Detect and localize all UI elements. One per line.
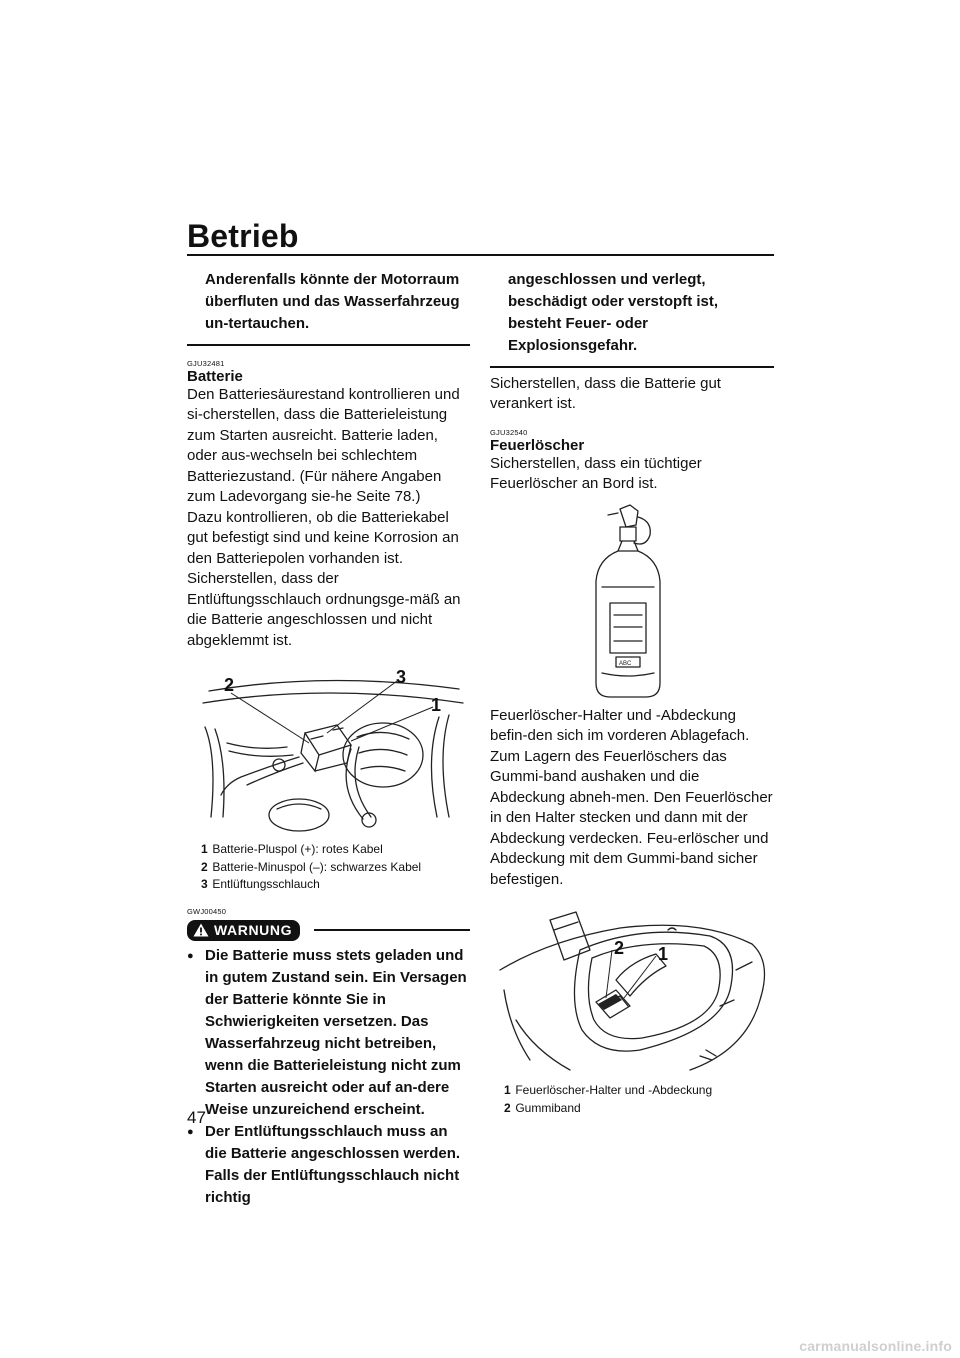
figure-label-1: 1 (658, 944, 669, 964)
legend-item: 1 Batterie-Pluspol (+): rotes Kabel (201, 842, 383, 856)
right-column (490, 269, 774, 1117)
warning-code: GWJ00450 (187, 906, 227, 916)
battery-paragraph-2: Dazu kontrollieren, ob die Batteriekabel gut befestigt sind und keine Korrosion an den Batteriepolen vorhanden ist. Sicherstellen, dass der Entlüftungsschlauch ordnungsge-mäß an die Batterie angeschlossen und nicht abgeklemmt ist. (187, 508, 461, 649)
warning-item: ● Die Batterie muss stets geladen und in gutem Zustand sein. Ein Versagen der Batterie könnte Sie in Schwierigkeiten versetzen. Das Wasserfahrzeug nicht betreiben, wenn die Batterieleistung nicht zum Starten ausreicht oder auf an-dere Weise unzureichend erscheint. (187, 945, 470, 1121)
warning-label: WARNUNG (214, 921, 293, 938)
page-number: 47 (187, 1108, 206, 1127)
extinguisher-paragraph-3: Zum Lagern des Feuerlöschers das Gummi-band aushaken und die Abdeckung abneh-men. Den Feuerlöscher in den Halter stecken und dann mit der Abdeckung verdecken. Feu-erlöscher und Abdeckung mit dem Gummi-band sicher befestigen. (490, 747, 773, 888)
warning-continuation-text: Anderenfalls könnte der Motorraum überfluten und das Wasserfahrzeug un-tertauchen. (205, 271, 460, 332)
legend-item: 2 Batterie-Minuspol (–): schwarzes Kabel (201, 859, 422, 874)
extinguisher-paragraph-2: Feuerlöscher-Halter und -Abdeckung befin-den sich im vorderen Ablagefach. (490, 706, 750, 744)
legend-item: 1 Feuerlöscher-Halter und -Abdeckung (504, 1083, 713, 1097)
figure-label-3: 3 (396, 667, 407, 687)
title-rule (187, 254, 774, 256)
extinguisher-holder-illustration (490, 910, 774, 1078)
section-code: GJU32481 (187, 358, 225, 368)
battery-paragraph-1: Den Batteriesäurestand kontrollieren und si-cherstellen, dass die Batterieleistung zum Starten ausreicht. Batterie laden, oder aus-wechseln bei schlechtem Batteriezustand. (Für nähere Angaben zum Ladevorgang sie-he Seite 78.) (187, 385, 460, 505)
legend-item: 2 Gummiband (504, 1100, 581, 1115)
warning-end-rule (187, 344, 470, 346)
page-title: Betrieb (187, 218, 299, 254)
battery-legend (187, 841, 470, 894)
warning-badge (187, 920, 300, 941)
fire-extinguisher-illustration (490, 503, 774, 698)
battery-secure-text: Sicherstellen, dass die Batterie gut verankert ist. (490, 374, 721, 412)
warning-continuation-text: angeschlossen und verlegt, beschädigt oder verstopft ist, besteht Feuer- oder Explosionsgefahr. (508, 271, 719, 354)
warning-end-rule (490, 366, 774, 368)
extinguisher-legend (490, 1082, 774, 1117)
extinguisher-paragraph-1: Sicherstellen, dass ein tüchtiger Feuerlöscher an Bord ist. (490, 454, 702, 492)
warning-header (187, 920, 470, 941)
svg-text:ABC: ABC (619, 660, 632, 667)
battery-illustration (187, 667, 470, 837)
figure-label-2: 2 (224, 675, 235, 695)
watermark: carmanualsonline.info (799, 1338, 952, 1354)
figure-label-2: 2 (614, 938, 625, 958)
left-column (187, 269, 470, 1209)
warning-triangle-icon (193, 923, 209, 937)
legend-item: 3 Entlüftungsschlauch (201, 877, 320, 891)
section-heading-feuerloescher: Feuerlöscher (490, 436, 585, 454)
figure-label-1: 1 (431, 695, 442, 715)
warning-list (187, 945, 470, 1209)
section-heading-batterie: Batterie (187, 367, 243, 385)
warning-item: ● Der Entlüftungsschlauch muss an die Batterie angeschlossen werden. Falls der Entlüftungsschlauch nicht richtig (187, 1121, 470, 1209)
section-code: GJU32540 (490, 427, 528, 437)
warning-rule (314, 929, 470, 931)
